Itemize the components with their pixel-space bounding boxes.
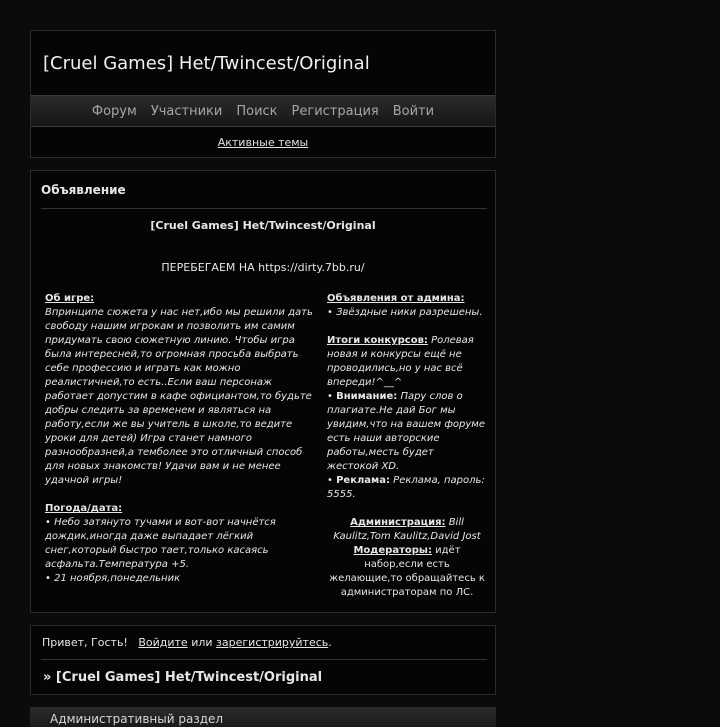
register-link[interactable]: зарегистрируйтесь	[216, 636, 329, 649]
warning-label: Внимание:	[336, 391, 398, 402]
nav-login[interactable]: Войти	[392, 103, 435, 119]
administration-label: Администрация:	[350, 517, 446, 528]
nav-forum[interactable]: Форум	[91, 103, 137, 119]
weather-label: Погода/дата:	[45, 503, 123, 514]
about-text: Впринципе сюжета у нас нет,ибо мы решили дать свободу нашим игрокам и позволить им самим придумать свою сюжетную линию. Чтобы игра была интересней,то огромная просьба выбрать себе профессию и играть как можно реалистичней,то есть..Если ваш персонаж работает допустим в кафе официантом,то будьте добры следить за временем и являться на работу,если же вы учитель в школе,то ведите уроки для детей) Игра станет намного разнообразней,а темболее это отличный способ для новых знакомств! Удачи вам и не менее удачной игры!	[45, 307, 313, 486]
contest-block	[327, 334, 487, 390]
greeting-line: Привет, Гость! Войдите или зарегистрируйтесь.	[42, 636, 332, 649]
ad-link[interactable]: Реклама	[393, 475, 438, 486]
nav-members[interactable]: Участники	[150, 103, 223, 119]
moderators-text[interactable]: идёт набор,если есть желающие,то обращайтесь к администраторам по ЛС.	[329, 545, 485, 598]
ad-password[interactable]: 5555	[327, 489, 353, 500]
about-column	[45, 292, 321, 586]
about-label: Об игре:	[45, 293, 95, 304]
move-notice: ПЕРЕБЕГАЕМ НА https://dirty.7bb.ru/	[161, 261, 365, 274]
greeting-panel	[30, 625, 496, 695]
greeting-hello: Привет, Гость!	[42, 636, 128, 649]
ad-label: Реклама:	[336, 475, 390, 486]
warning-text: Пару слов о плагиате.Не дай Бог мы увидим,что на вашем форуме есть наши авторские работы,месть будет жестокой XD.	[327, 391, 485, 472]
divider	[41, 659, 487, 660]
date-text: • 21 ноября,понедельник	[45, 573, 181, 584]
breadcrumb[interactable]: » [Cruel Games] Het/Twincest/Original	[43, 670, 323, 685]
admin-column	[327, 292, 487, 600]
admin-news-text: • Звёздные ники разрешены.	[327, 307, 483, 318]
active-topics-link[interactable]: Активные темы	[217, 135, 309, 149]
ad-block: • Реклама: Реклама, пароль: 5555.	[327, 475, 485, 500]
forum-header	[30, 30, 496, 158]
ad-password-label: пароль:	[443, 475, 485, 486]
administration-names[interactable]: Bill Kaulitz,Tom Kaulitz,David Jost	[333, 517, 481, 542]
category-header[interactable]	[30, 707, 496, 727]
main-nav	[31, 95, 495, 127]
warning-block: • Внимание: Пару слов о плагиате.Не дай Бог мы увидим,что на вашем форуме есть наши авторские работы,месть будет жестокой XD.	[327, 391, 485, 472]
admin-news-label: Объявления от админа:	[327, 293, 465, 304]
announcement-heading: Объявление	[41, 183, 126, 197]
staff-block	[327, 516, 487, 600]
announcement-title: [Cruel Games] Het/Twincest/Original	[150, 219, 376, 232]
divider	[41, 208, 487, 209]
weather-text: • Небо затянуто тучами и вот-вот начнётся дождик,иногда даже выпадает лёгкий снег,который быстро тает,только касаясь асфальта.Температура +5.	[45, 517, 276, 570]
category-title: Административный раздел	[50, 712, 224, 726]
site-title[interactable]: [Cruel Games] Het/Twincest/Original	[43, 53, 370, 74]
sub-nav	[31, 127, 495, 157]
login-link[interactable]: Войдите	[138, 636, 188, 649]
announcement-panel	[30, 170, 496, 613]
contest-text: Ролевая новая и конкурсы ещё не проводились,но у нас всё впереди!^__^	[327, 335, 474, 388]
contest-label: Итоги конкурсов:	[327, 335, 428, 346]
nav-search[interactable]: Поиск	[236, 103, 278, 119]
moderators-label: Модераторы:	[353, 545, 432, 556]
nav-register[interactable]: Регистрация	[291, 103, 379, 119]
greeting-or: или	[191, 636, 213, 649]
